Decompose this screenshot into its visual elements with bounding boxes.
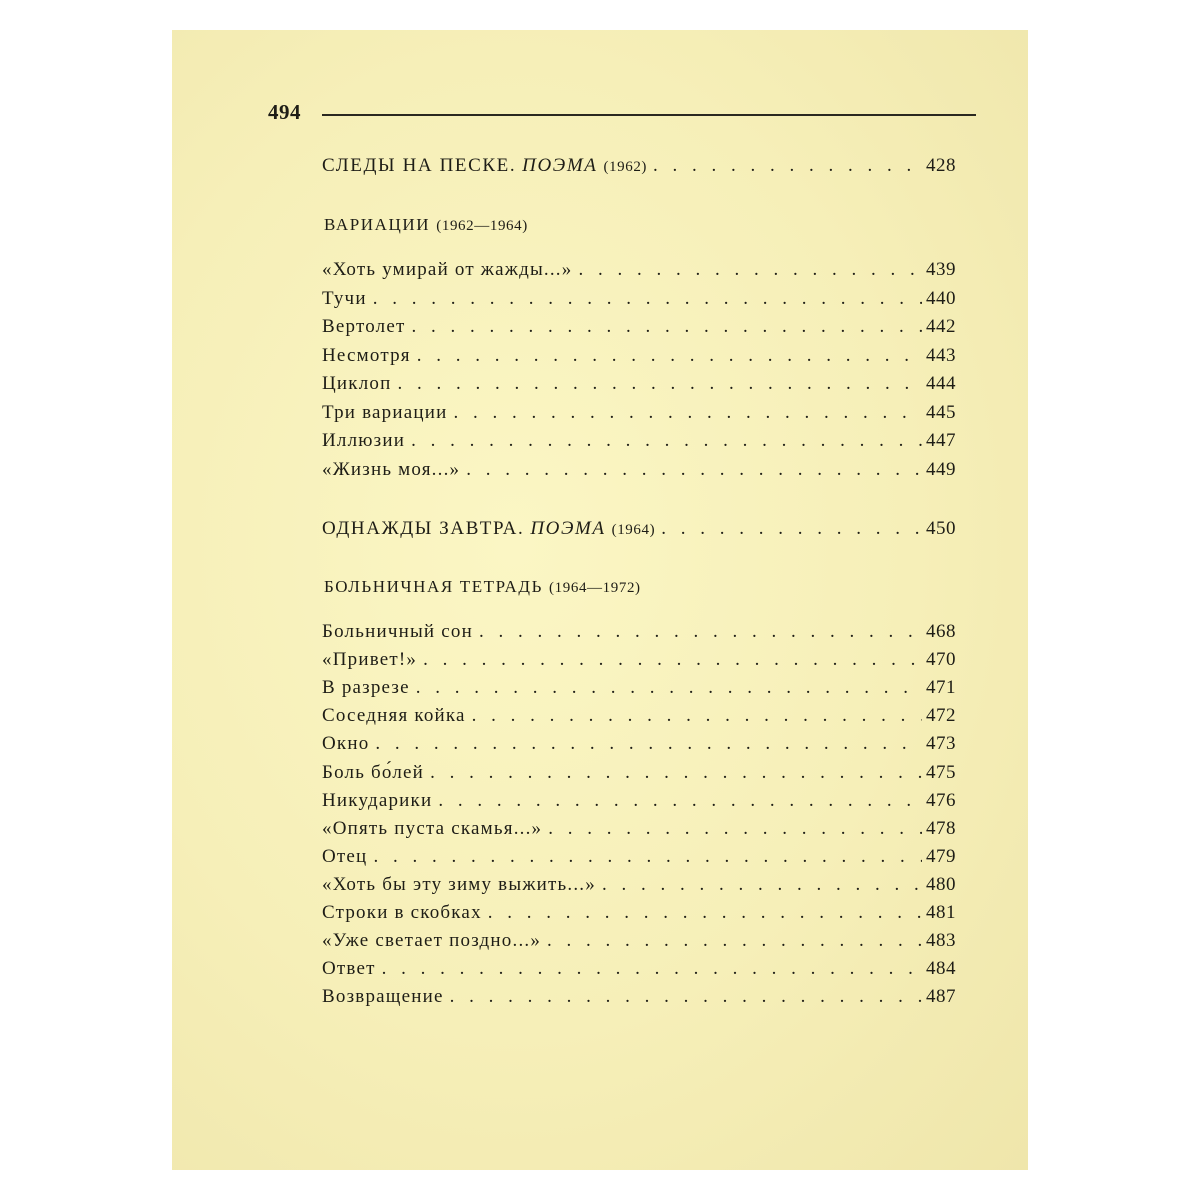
dot-leader [479, 622, 922, 641]
toc-entry [322, 317, 956, 336]
entry-page: 471 [926, 677, 956, 699]
entry-page: 447 [926, 430, 956, 451]
dot-leader [547, 931, 922, 950]
dot-leader [411, 317, 922, 336]
toc-entry [322, 987, 956, 1006]
entry-title: Вертолет [322, 316, 406, 337]
entry-page: 428 [926, 155, 956, 176]
entry-title: Ответ [322, 958, 376, 980]
toc-entry-poem-odnazhdy [322, 519, 956, 538]
section-title-bolnichnaya [324, 578, 641, 596]
entry-title: Соседняя койка [322, 705, 466, 727]
entry-title: «Опять пуста скамья...» [322, 817, 543, 839]
toc-entry [322, 289, 956, 308]
entry-title: Возвращение [322, 986, 444, 1008]
dot-leader [488, 903, 922, 922]
toc-entry [322, 959, 956, 978]
header-rule [322, 114, 976, 116]
dot-leader [411, 431, 922, 450]
toc-entry [322, 706, 956, 725]
toc-entry [322, 763, 956, 782]
dot-leader [548, 819, 922, 838]
dot-leader [375, 734, 922, 753]
entry-title: СЛЕДЫ НА ПЕСКЕ. [322, 155, 517, 176]
entry-page: 481 [926, 902, 956, 923]
entry-page: 480 [926, 873, 956, 895]
entry-title: Никударики [322, 789, 433, 811]
entry-page: 479 [926, 845, 956, 867]
section-years: (1964—1972) [549, 580, 641, 596]
toc-entry [322, 346, 956, 365]
toc-entry [322, 460, 956, 479]
entry-page: 449 [926, 458, 956, 480]
entry-page: 468 [926, 621, 956, 642]
toc-entry [322, 374, 956, 393]
toc-entry [322, 403, 956, 422]
toc-entry [322, 875, 956, 894]
entry-page: 472 [926, 705, 956, 727]
entry-page: 476 [926, 789, 956, 811]
dot-leader [653, 156, 922, 175]
entry-title: «Хоть бы эту зиму выжить...» [322, 873, 596, 895]
entry-page: 444 [926, 373, 956, 394]
section-years: (1962—1964) [436, 218, 528, 234]
dot-leader [472, 706, 922, 725]
entry-page: 442 [926, 316, 956, 337]
toc-entry [322, 819, 956, 838]
toc-entry [322, 791, 956, 810]
page-number: 494 [268, 100, 301, 124]
entry-title: Строки в скобках [322, 902, 482, 923]
toc-entry-poem-sledy [322, 156, 956, 175]
toc-entry [322, 678, 956, 697]
entry-title: Боль бо́лей [322, 761, 425, 783]
entry-page: 470 [926, 649, 956, 671]
toc-entry [322, 734, 956, 753]
entry-title: Отец [322, 845, 368, 867]
entry-title: «Привет!» [322, 649, 418, 671]
dot-leader [417, 346, 922, 365]
entry-title: Больничный сон [322, 621, 473, 642]
entry-title: Три вариации [322, 401, 448, 423]
entry-page: 440 [926, 287, 956, 309]
entry-title: Несмотря [322, 344, 411, 366]
entry-title: Окно [322, 733, 370, 755]
dot-leader [373, 847, 922, 866]
dot-leader [416, 678, 922, 697]
dot-leader [423, 650, 922, 669]
section-title-variacii [324, 216, 528, 234]
dot-leader [382, 959, 922, 978]
dot-leader [661, 519, 922, 538]
entry-page: 475 [926, 761, 956, 783]
toc-entry [322, 622, 956, 641]
dot-leader [373, 289, 922, 308]
entry-page: 443 [926, 344, 956, 366]
toc-entry [322, 260, 956, 279]
toc-entry [322, 431, 956, 450]
entry-title: «Хоть умирай от жажды...» [322, 259, 573, 280]
entry-title: «Уже светает поздно...» [322, 930, 542, 952]
dot-leader [466, 460, 922, 479]
entry-page: 450 [926, 518, 956, 539]
entry-title: Иллюзии [322, 430, 406, 451]
entry-page: 473 [926, 733, 956, 755]
toc-entry [322, 903, 956, 922]
entry-page: 487 [926, 986, 956, 1008]
entry-year: (1962) [603, 159, 648, 175]
entry-page: 478 [926, 817, 956, 839]
entry-label: ПОЭМА [522, 155, 598, 176]
dot-leader [430, 763, 922, 782]
entry-page: 439 [926, 259, 956, 280]
dot-leader [438, 791, 922, 810]
toc-entry [322, 847, 956, 866]
section-title-text: ВАРИАЦИИ [324, 215, 431, 234]
entry-title: ОДНАЖДЫ ЗАВТРА. [322, 518, 525, 539]
entry-year: (1964) [611, 522, 656, 538]
dot-leader [578, 260, 922, 279]
entry-title: Тучи [322, 287, 367, 309]
book-page [172, 30, 1028, 1170]
entry-page: 483 [926, 930, 956, 952]
entry-title: В разрезе [322, 677, 410, 699]
entry-title: «Жизнь моя...» [322, 458, 461, 480]
entry-page: 484 [926, 958, 956, 980]
entry-label: ПОЭМА [530, 518, 606, 539]
dot-leader [453, 403, 922, 422]
dot-leader [450, 987, 922, 1006]
section-title-text: БОЛЬНИЧНАЯ ТЕТРАДЬ [324, 577, 543, 596]
dot-leader [602, 875, 922, 894]
toc-entry [322, 931, 956, 950]
toc-entry [322, 650, 956, 669]
dot-leader [397, 374, 922, 393]
entry-title: Циклоп [322, 373, 392, 394]
entry-page: 445 [926, 401, 956, 423]
